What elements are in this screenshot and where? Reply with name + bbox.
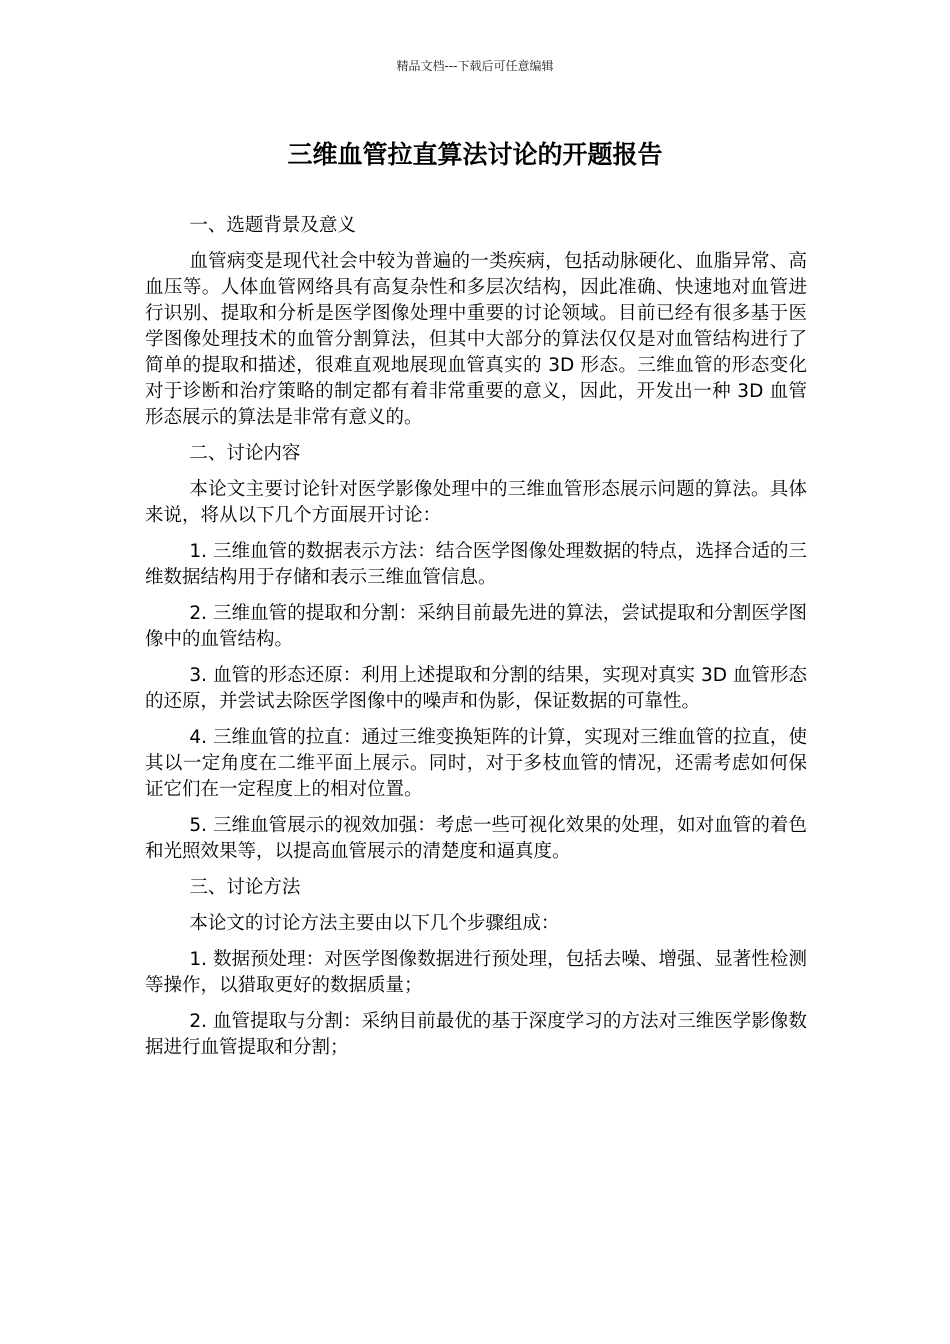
list-item: 1. 数据预处理：对医学图像数据进行预处理，包括去噪、增强、显著性检测等操作，以猎取更好的数据质量；: [145, 949, 807, 996]
list-item: 2. 血管提取与分割：采纳目前最优的基于深度学习的方法对三维医学影像数据进行血管提取和分割；: [145, 1011, 807, 1058]
list-item: 5. 三维血管展示的视效加强：考虑一些可视化效果的处理，如对血管的着色和光照效果等，以提高血管展示的清楚度和逼真度。: [145, 815, 807, 862]
list-item: 3. 血管的形态还原：利用上述提取和分割的结果，实现对真实 3D 血管形态的还原，并尝试去除医学图像中的噪声和伪影，保证数据的可靠性。: [145, 665, 807, 712]
paragraph: 本论文主要讨论针对医学影像处理中的三维血管形态展示问题的算法。具体来说，将从以下几个方面展开讨论：: [145, 479, 807, 526]
page-header: 精品文档---下载后可任意编辑: [396, 59, 554, 73]
list-item: 4. 三维血管的拉直：通过三维变换矩阵的计算，实现对三维血管的拉直，使其以一定角度在二维平面上展示。同时，对于多枝血管的情况，还需考虑如何保证它们在一定程度上的相对位置。: [145, 727, 807, 800]
section-background: [145, 213, 807, 431]
section-content: [145, 441, 807, 865]
document-title: 三维血管拉直算法讨论的开题报告: [287, 140, 663, 169]
section-heading: 二、讨论内容: [189, 443, 301, 464]
section-heading: 三、讨论方法: [189, 877, 301, 898]
paragraph: 血管病变是现代社会中较为普遍的一类疾病，包括动脉硬化、血脂异常、高血压等。人体血管网络具有高复杂性和多层次结构，因此准确、快速地对血管进行识别、提取和分析是医学图像处理中重要的讨论领域。目前已经有很多基于医学图像处理技术的血管分割算法，但其中大部分的算法仅仅是对血管结构进行了简单的提取和描述，很难直观地展现血管真实的 3D 形态。三维血管的形态变化对于诊断和治疗策略的制定都有着非常重要的意义，因此，开发出一种 3D 血管形态展示的算法是非常有意义的。: [145, 251, 807, 428]
list-item: 2. 三维血管的提取和分割：采纳目前最先进的算法，尝试提取和分割医学图像中的血管结构。: [145, 603, 807, 650]
section-method: [145, 875, 807, 1061]
paragraph: 本论文的讨论方法主要由以下几个步骤组成：: [189, 913, 560, 934]
list-item: 1. 三维血管的数据表示方法：结合医学图像处理数据的特点，选择合适的三维数据结构用于存储和表示三维血管信息。: [145, 541, 807, 588]
section-heading: 一、选题背景及意义: [189, 215, 356, 236]
document-body: [145, 213, 807, 1071]
